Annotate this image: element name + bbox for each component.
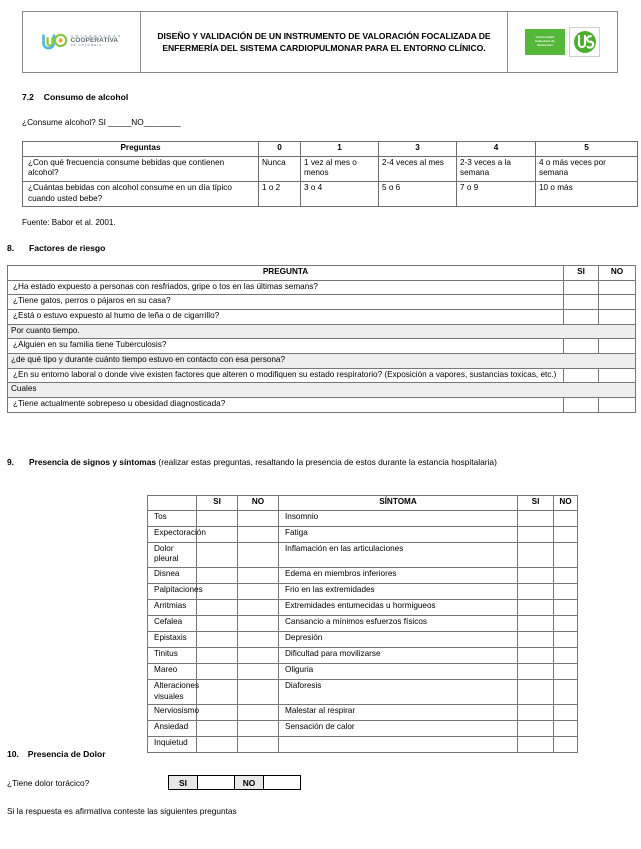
column-header-4: 4 <box>457 142 536 157</box>
risk-factors-table <box>7 265 636 413</box>
symptom-left-13: Ansiedad <box>148 721 197 737</box>
table-row <box>148 737 578 753</box>
risk-question-1: ¿Ha estado expuesto a personas con resfriados, gripe o tos en las últimas semans? <box>8 280 564 295</box>
symptom-left-si-8[interactable] <box>197 631 238 647</box>
column-header-preguntas: Preguntas <box>23 142 259 157</box>
alcohol-q2-option-1[interactable]: 3 o 4 <box>301 181 379 206</box>
risk-question-3: ¿Está o estuvo expuesto al humo de leña o de cigarrillo? <box>8 309 564 324</box>
section-8-number: 8. <box>7 243 15 253</box>
symptom-right-no-13[interactable] <box>554 721 578 737</box>
uis-name-box <box>525 29 565 55</box>
symptom-right-si-11[interactable] <box>518 679 554 704</box>
table-row <box>148 679 578 704</box>
symptom-left-si-14[interactable] <box>197 737 238 753</box>
table-row <box>148 510 578 526</box>
column-header-si-right: SI <box>518 496 554 511</box>
risk-answer-si-3[interactable] <box>564 309 599 324</box>
risk-answer-si-4[interactable] <box>564 339 599 354</box>
symptom-right-no-9[interactable] <box>554 647 578 663</box>
risk-answer-si-5[interactable] <box>564 368 599 383</box>
symptom-left-si-9[interactable] <box>197 647 238 663</box>
alcohol-table-source: Fuente: Babor et al. 2001. <box>22 218 116 227</box>
risk-followup-cuales[interactable]: Cuales <box>8 383 636 398</box>
alcohol-frequency-table <box>22 141 638 207</box>
column-header-no-right: NO <box>554 496 578 511</box>
section-10-number: 10. <box>7 749 19 759</box>
symptom-left-no-2[interactable] <box>238 526 279 542</box>
symptom-left-no-9[interactable] <box>238 647 279 663</box>
table-header-row <box>23 142 638 157</box>
risk-answer-si-6[interactable] <box>564 397 599 412</box>
symptom-left-no-1[interactable] <box>238 510 279 526</box>
table-row <box>148 663 578 679</box>
risk-answer-no-6[interactable] <box>599 397 636 412</box>
document-header-banner <box>22 11 618 73</box>
symptom-left-6: Arritmias <box>148 599 197 615</box>
symptom-left-no-10[interactable] <box>238 663 279 679</box>
symptom-right-10: Oliguria <box>279 663 518 679</box>
symptom-left-no-5[interactable] <box>238 583 279 599</box>
section-9-heading <box>7 456 619 468</box>
risk-answer-si-2[interactable] <box>564 295 599 310</box>
symptom-right-si-1[interactable] <box>518 510 554 526</box>
symptom-left-2: Expectoración <box>148 526 197 542</box>
header-right-logo-cell <box>508 12 618 73</box>
symptom-right-no-10[interactable] <box>554 663 578 679</box>
uis-name-line1: Universidad <box>535 35 555 40</box>
symptom-right-no-1[interactable] <box>554 510 578 526</box>
section-7-2-title: Consumo de alcohol <box>43 92 129 102</box>
column-header-si: SI <box>564 266 599 281</box>
alcohol-q1-option-3[interactable]: 2-4 veces al mes <box>379 156 457 181</box>
section-9-subtitle: (realizar estas preguntas, resaltando la presencia de estos durante la estancia hospitalaria) <box>156 457 497 467</box>
alcohol-q1-option-5[interactable]: 4 o más veces por semana <box>536 156 638 181</box>
symptom-right-si-2[interactable] <box>518 526 554 542</box>
symptom-left-si-11[interactable] <box>197 679 238 704</box>
risk-followup-contact[interactable]: ¿de qué tipo y durante cuánto tiempo estuvo en contacto con esa persona? <box>8 353 636 368</box>
symptom-right-si-12[interactable] <box>518 705 554 721</box>
ucc-wordmark-line2: COOPERATIVA <box>70 36 119 44</box>
table-row <box>148 542 578 567</box>
chest-pain-question: ¿Tiene dolor torácico? <box>7 778 90 788</box>
symptom-left-14: Inquietud <box>148 737 197 753</box>
column-header-no: NO <box>599 266 636 281</box>
signs-and-symptoms-table <box>147 495 578 753</box>
alcohol-q2-option-3[interactable]: 5 o 6 <box>379 181 457 206</box>
ucc-mark-svg <box>42 33 68 50</box>
symptom-right-1: Insomnio <box>279 510 518 526</box>
symptom-right-no-7[interactable] <box>554 615 578 631</box>
symptom-right-si-9[interactable] <box>518 647 554 663</box>
alcohol-q2-option-5[interactable]: 10 o más <box>536 181 638 206</box>
symptom-left-si-10[interactable] <box>197 663 238 679</box>
chest-pain-no-checkbox[interactable] <box>264 776 301 790</box>
table-row <box>148 526 578 542</box>
symptom-left-si-1[interactable] <box>197 510 238 526</box>
chest-pain-si-label: SI <box>169 776 198 790</box>
symptom-right-no-6[interactable] <box>554 599 578 615</box>
section-10-heading <box>7 749 106 759</box>
alcohol-question-2: ¿Cuántas bebidas con alcohol consume en un día típico cuando usted bebe? <box>23 181 259 206</box>
risk-answer-no-5[interactable] <box>599 368 636 383</box>
chest-pain-si-checkbox[interactable] <box>198 776 235 790</box>
symptom-right-si-13[interactable] <box>518 721 554 737</box>
risk-answer-no-2[interactable] <box>599 295 636 310</box>
universidad-industrial-santander-logo-icon <box>525 27 600 57</box>
ucc-wordmark-line3: DE COLOMBIA <box>70 43 103 48</box>
symptom-left-si-3[interactable] <box>197 542 238 567</box>
column-header-signo <box>148 496 197 511</box>
symptom-left-no-7[interactable] <box>238 615 279 631</box>
section-8-heading <box>7 243 105 253</box>
symptom-right-7: Cansancio a mínimos esfuerzos físicos <box>279 615 518 631</box>
alcohol-question-1: ¿Con qué frecuencia consume bebidas que contienen alcohol? <box>23 156 259 181</box>
symptom-left-no-4[interactable] <box>238 567 279 583</box>
alcohol-q1-option-1[interactable]: 1 vez al mes o menos <box>301 156 379 181</box>
risk-answer-si-1[interactable] <box>564 280 599 295</box>
section-9-title: Presencia de signos y síntomas <box>29 457 157 467</box>
alcohol-q1-option-4[interactable]: 2-3 veces a la semana <box>457 156 536 181</box>
symptom-right-si-14[interactable] <box>518 737 554 753</box>
symptom-left-si-7[interactable] <box>197 615 238 631</box>
table-row <box>148 599 578 615</box>
table-row <box>8 295 636 310</box>
risk-question-4: ¿Alguien en su familia tiene Tuberculosis? <box>8 339 564 354</box>
symptom-right-no-14[interactable] <box>554 737 578 753</box>
risk-answer-no-3[interactable] <box>599 309 636 324</box>
symptom-right-9: Dificultad para movilizarse <box>279 647 518 663</box>
symptom-left-si-4[interactable] <box>197 567 238 583</box>
section-9-number: 9. <box>7 457 14 467</box>
symptom-right-no-12[interactable] <box>554 705 578 721</box>
symptom-right-2: Fatiga <box>279 526 518 542</box>
symptom-right-si-8[interactable] <box>518 631 554 647</box>
symptom-left-no-6[interactable] <box>238 599 279 615</box>
symptom-right-no-8[interactable] <box>554 631 578 647</box>
table-row <box>8 397 636 412</box>
symptom-right-no-11[interactable] <box>554 679 578 704</box>
symptom-left-si-13[interactable] <box>197 721 238 737</box>
uis-name-line2: Industrial de <box>535 39 555 44</box>
symptom-left-3: Dolor pleural <box>148 542 197 567</box>
table-row <box>8 353 636 368</box>
symptom-left-no-8[interactable] <box>238 631 279 647</box>
symptom-left-no-14[interactable] <box>238 737 279 753</box>
ucc-wordmark <box>71 35 122 47</box>
alcohol-q1-option-0[interactable]: Nunca <box>259 156 301 181</box>
uis-name-line3: Santander <box>536 42 554 47</box>
column-header-no-left: NO <box>238 496 279 511</box>
chest-pain-no-label: NO <box>235 776 264 790</box>
symptom-right-si-5[interactable] <box>518 583 554 599</box>
table-row <box>8 309 636 324</box>
alcohol-q2-option-4[interactable]: 7 o 9 <box>457 181 536 206</box>
symptom-left-11: Alteraciones visuales <box>148 679 197 704</box>
table-row <box>148 705 578 721</box>
ucc-wordmark-line1: U N I V E R S I D A D <box>70 33 122 38</box>
column-header-pregunta: PREGUNTA <box>8 266 564 281</box>
symptom-right-6: Extremidades entumecidas u hormigueos <box>279 599 518 615</box>
symptom-right-si-7[interactable] <box>518 615 554 631</box>
uis-emblem-box <box>569 27 600 57</box>
uis-emblem-icon <box>573 30 597 54</box>
table-row <box>148 721 578 737</box>
header-left-logo-cell <box>23 12 141 73</box>
column-header-3: 3 <box>379 142 457 157</box>
symptom-right-si-3[interactable] <box>518 542 554 567</box>
section-8-title: Factores de riesgo <box>29 243 106 253</box>
risk-followup-duration[interactable]: Por cuanto tiempo. <box>8 324 636 339</box>
symptom-right-3: Inflamación en las articulaciones <box>279 542 518 567</box>
table-row <box>148 583 578 599</box>
table-header-row <box>8 266 636 281</box>
symptom-left-4: Disnea <box>148 567 197 583</box>
symptom-left-si-6[interactable] <box>197 599 238 615</box>
column-header-1: 1 <box>301 142 379 157</box>
symptom-left-1: Tos <box>148 510 197 526</box>
universidad-cooperativa-logo-icon <box>42 33 122 50</box>
symptom-right-si-10[interactable] <box>518 663 554 679</box>
risk-answer-no-1[interactable] <box>599 280 636 295</box>
risk-question-5: ¿En su entorno laboral o donde vive existen factores que alteren o modifiquen su estado respiratorio? (Exposición a vapores, sustancias toxicas, etc.) <box>8 368 564 383</box>
symptom-left-no-13[interactable] <box>238 721 279 737</box>
table-row <box>23 156 638 181</box>
table-row <box>148 567 578 583</box>
symptom-left-si-12[interactable] <box>197 705 238 721</box>
symptom-left-8: Epistaxis <box>148 631 197 647</box>
symptom-right-8: Depresión <box>279 631 518 647</box>
table-row <box>23 181 638 206</box>
symptom-left-7: Cefalea <box>148 615 197 631</box>
symptom-right-no-5[interactable] <box>554 583 578 599</box>
symptom-right-no-2[interactable] <box>554 526 578 542</box>
symptom-left-no-11[interactable] <box>238 679 279 704</box>
table-row <box>148 647 578 663</box>
symptom-right-si-6[interactable] <box>518 599 554 615</box>
chest-pain-answer-box <box>168 775 301 790</box>
column-header-si-left: SI <box>197 496 238 511</box>
column-header-5: 5 <box>536 142 638 157</box>
section-7-2-heading <box>22 92 128 102</box>
risk-question-6: ¿Tiene actualmente sobrepeso u obesidad diagnosticada? <box>8 397 564 412</box>
table-row <box>169 776 301 790</box>
section-7-2-number: 7.2 <box>22 92 34 102</box>
table-row <box>8 339 636 354</box>
risk-question-2: ¿Tiene gatos, perros o pájaros en su casa? <box>8 295 564 310</box>
symptom-left-no-3[interactable] <box>238 542 279 567</box>
symptom-right-12: Malestar al respirar <box>279 705 518 721</box>
risk-answer-no-4[interactable] <box>599 339 636 354</box>
section-10-title: Presencia de Dolor <box>27 749 106 759</box>
table-row <box>8 324 636 339</box>
symptom-right-no-4[interactable] <box>554 567 578 583</box>
table-header-row <box>148 496 578 511</box>
document-title: DISEÑO Y VALIDACIÓN DE UN INSTRUMENTO DE VALORACIÓN FOCALIZADA DE ENFERMERÍA DEL SISTEMA CARDIOPULMONAR PARA EL ENTORNO CLÍNICO. <box>141 12 508 73</box>
column-header-sintoma: SÍNTOMA <box>279 496 518 511</box>
symptom-left-9: Tinitus <box>148 647 197 663</box>
symptom-left-5: Palpitaciones <box>148 583 197 599</box>
table-row <box>8 383 636 398</box>
symptom-right-13: Sensación de calor <box>279 721 518 737</box>
symptom-right-5: Frio en las extremidades <box>279 583 518 599</box>
alcohol-q2-option-0[interactable]: 1 o 2 <box>259 181 301 206</box>
table-row <box>8 280 636 295</box>
column-header-0: 0 <box>259 142 301 157</box>
symptom-right-14 <box>279 737 518 753</box>
symptom-left-10: Mareo <box>148 663 197 679</box>
table-row <box>8 368 636 383</box>
table-row <box>148 615 578 631</box>
table-row <box>148 631 578 647</box>
symptom-left-12: Nerviosismo <box>148 705 197 721</box>
chest-pain-followup-note: Si la respuesta es afirmativa conteste las siguientes preguntas <box>7 806 237 816</box>
symptom-right-no-3[interactable] <box>554 542 578 567</box>
symptom-left-no-12[interactable] <box>238 705 279 721</box>
symptom-right-4: Edema en miembros inferiores <box>279 567 518 583</box>
alcohol-consumption-question: ¿Consume alcohol? SI _____NO________ <box>22 117 181 127</box>
symptom-right-11: Diaforesis <box>279 679 518 704</box>
symptom-right-si-4[interactable] <box>518 567 554 583</box>
